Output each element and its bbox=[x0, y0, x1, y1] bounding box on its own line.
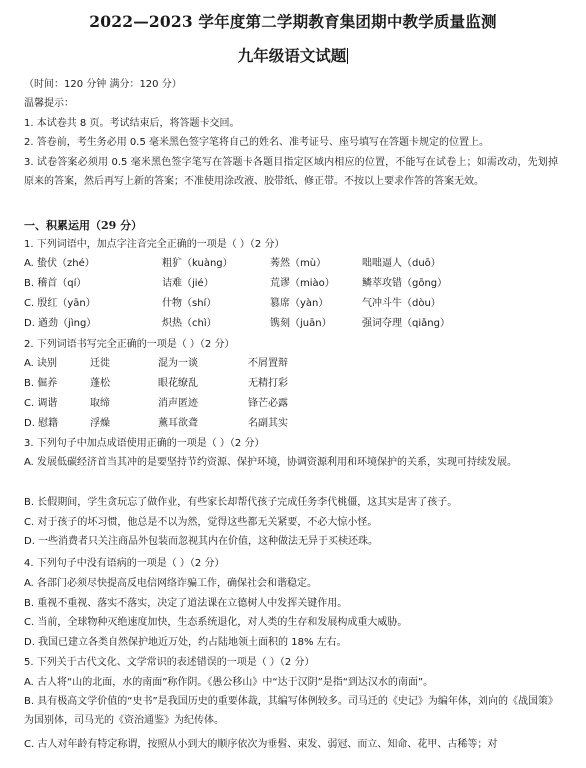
question-stem: 4. 下列句子中没有语病的一项是（ ）（2 分） bbox=[24, 558, 225, 569]
option-a-word: 莠然（mù） bbox=[270, 258, 327, 269]
subtitle-text: 九年级语文试题 bbox=[237, 46, 347, 65]
option-c-word: 气冲斗牛（dòu） bbox=[362, 298, 441, 309]
option-b: B. 长假期间，学生贪玩忘了做作业，有些家长却帮代孩子完成任务李代桃僵，这其实是害了孩子。 bbox=[24, 497, 458, 508]
notice-item: 3. 试卷答案必须用 0.5 毫米黑色签字笔写在答题卡各题目指定区域内相应的位置，不能写在试卷上；如需改动，先划掉原来的答案，然后再写上新的答案；不准使用涂改液、胶带纸、修正带。不按以上要求作答的答案无效。 bbox=[24, 157, 558, 187]
text-cursor bbox=[347, 48, 348, 64]
option-b: B. 稽首（qí） bbox=[24, 278, 87, 289]
option-a-word: 咄咄逼人（duō） bbox=[362, 258, 441, 269]
option-c-word: 锋芒必露 bbox=[248, 398, 288, 409]
option-c-word: 消声匿迹 bbox=[158, 398, 198, 409]
option-d: D. 遒劲（jìng） bbox=[24, 318, 97, 329]
section-heading: 一、积累运用（29 分） bbox=[24, 219, 143, 232]
option-d-word: 薰耳欲聋 bbox=[158, 418, 198, 429]
option-a-word: 混为一谈 bbox=[158, 358, 198, 369]
notice-item: 2. 答卷前，考生务必用 0.5 毫米黑色签字笔将自己的姓名、准考证号、座号填写在答题卡规定的位置上。 bbox=[24, 137, 489, 148]
option-c-word: 什物（shí） bbox=[162, 298, 217, 309]
option-b: B. 重视不重视、落实不落实，决定了道法课在立德树人中发挥关键作用。 bbox=[24, 598, 348, 609]
option-c-word: 篡席（yàn） bbox=[270, 298, 329, 309]
option-b-word: 鳞萃攻错（gōng） bbox=[362, 278, 448, 289]
option-d-word: 浮燥 bbox=[90, 418, 110, 429]
exam-meta: （时间：120 分钟 满分：120 分） bbox=[24, 79, 182, 90]
option-b: B. 具有极高文学价值的“史书”是我国历史的重要体裁，其编写体例较多。司马迁的《史记》为编年体，刘向的《战国策》为国别体，司马光的《资治通鉴》为纪传体。 bbox=[24, 696, 558, 726]
notice-item: 1. 本试卷共 8 页。考试结束后，将答题卡交回。 bbox=[24, 118, 240, 129]
notice-heading: 温馨提示： bbox=[24, 98, 74, 109]
option-a: A. 发展低碳经济首当其冲的是要坚持节约资源、保护环境，协调资源利用和环境保护的关系，实现可持续发展。 bbox=[24, 457, 518, 468]
option-a-word: 粗犷（kuàng） bbox=[162, 258, 233, 269]
option-c: C. 对于孩子的坏习惯，他总是不以为然，觉得这些都无关紧要，不必大惊小怪。 bbox=[24, 517, 378, 528]
option-d-word: 名副其实 bbox=[248, 418, 288, 429]
question-stem: 2. 下列词语书写完全正确的一项是（ ）（2 分） bbox=[24, 339, 235, 350]
option-c: C. 当前，全球物种灭绝速度加快，生态系统退化，对人类的生存和发展构成重大威胁。 bbox=[24, 617, 408, 628]
option-d-word: 强词夺理（qiǎng） bbox=[362, 318, 450, 329]
option-d-word: 炽热（chì） bbox=[162, 318, 217, 329]
option-c-word: 取缔 bbox=[90, 398, 110, 409]
option-a: A. 诀别 bbox=[24, 358, 58, 369]
option-c: C. 殷红（yān） bbox=[24, 298, 96, 309]
option-b-word: 蓬松 bbox=[90, 378, 110, 389]
option-a-word: 迁徙 bbox=[90, 358, 110, 369]
question-stem: 1. 下列词语中，加点字注音完全正确的一项是（ ）（2 分） bbox=[24, 239, 285, 250]
exam-subtitle bbox=[0, 44, 586, 66]
option-c: C. 调谐 bbox=[24, 398, 58, 409]
option-b-word: 荒谬（miào） bbox=[270, 278, 335, 289]
option-a: A. 各部门必须尽快提高反电信网络诈骗工作，确保社会和谐稳定。 bbox=[24, 578, 318, 589]
option-a: A. 古人将“山的北面，水的南面”称作阴。《愚公移山》中“达于汉阴”是指“到达汉水的南面”。 bbox=[24, 677, 434, 688]
option-d: D. 我国已建立各类自然保护地近万处，约占陆地领土面积的 18% 左右。 bbox=[24, 637, 347, 648]
question-stem: 3. 下列句子中加点成语使用正确的一项是（ ）（2 分） bbox=[24, 438, 265, 449]
option-b-word: 诘难（jié） bbox=[162, 278, 214, 289]
exam-title: 2022—2023 学年度第二学期教育集团期中教学质量监测 bbox=[89, 12, 497, 31]
option-c: C. 古人对年龄有特定称谓，按照从小到大的顺序依次为垂髫、束发、弱冠、而立、知命、花甲、古稀等；对 bbox=[24, 739, 498, 750]
option-b-word: 眼花缭乱 bbox=[158, 378, 198, 389]
option-b-word: 无精打彩 bbox=[248, 378, 288, 389]
option-a: A. 蛰伏（zhé） bbox=[24, 258, 95, 269]
option-d: D. 慰籍 bbox=[24, 418, 59, 429]
option-b: B. 倔养 bbox=[24, 378, 58, 389]
option-d-word: 镌刻（juān） bbox=[270, 318, 332, 329]
question-stem: 5. 下列关于古代文化、文学常识的表述错误的一项是（ ）（2 分） bbox=[24, 657, 315, 668]
option-d: D. 一些消费者只关注商品外包装而忽视其内在价值，这种做法无异于买椟还珠。 bbox=[24, 536, 379, 547]
option-a-word: 不屑置辩 bbox=[248, 358, 288, 369]
